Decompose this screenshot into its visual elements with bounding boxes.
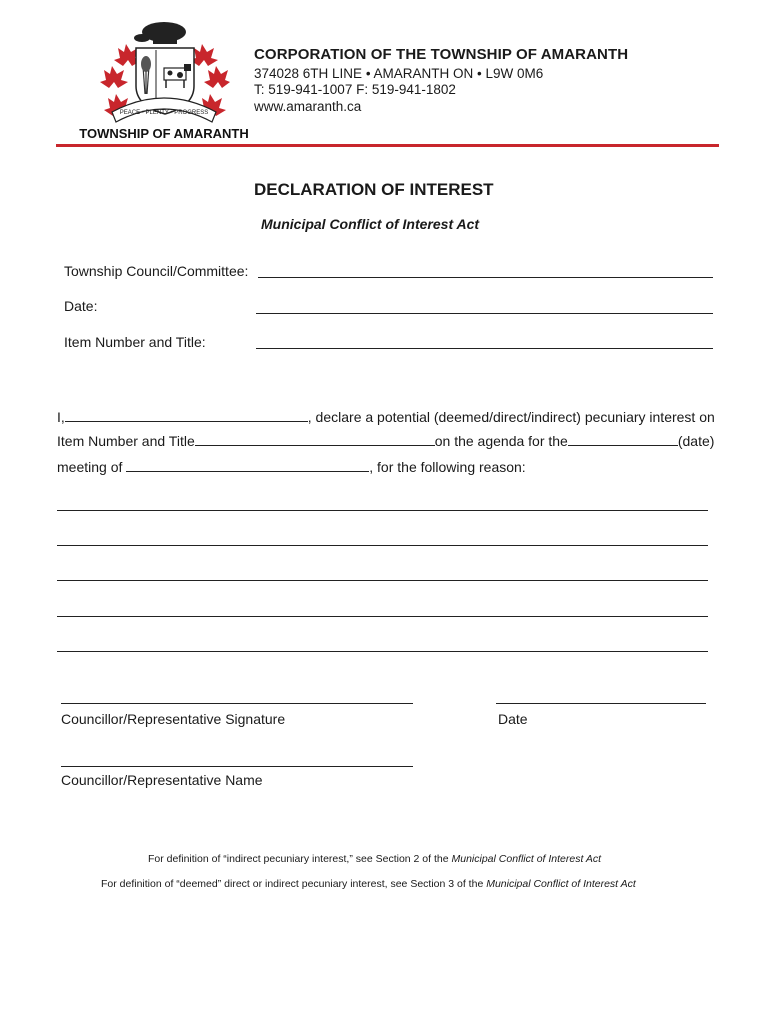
declaration-line-1 xyxy=(57,409,715,425)
organization-phone: T: 519-941-1007 F: 519-941-1802 xyxy=(254,82,456,97)
item-number-title-field[interactable] xyxy=(256,348,713,349)
date-label: Date: xyxy=(64,298,98,314)
form-subtitle: Municipal Conflict of Interest Act xyxy=(261,216,480,232)
footnote-deemed xyxy=(101,878,636,890)
reason-line-4[interactable] xyxy=(57,616,708,617)
council-committee-field[interactable] xyxy=(258,277,713,278)
form-title: DECLARATION OF INTEREST xyxy=(254,180,494,199)
name-line[interactable] xyxy=(61,766,413,767)
declaration-text-item: Item Number and Title xyxy=(57,433,195,449)
reason-line-2[interactable] xyxy=(57,545,708,546)
declaration-line-3 xyxy=(57,459,526,475)
township-crest-logo xyxy=(79,14,249,144)
organization-website[interactable]: www.amaranth.ca xyxy=(254,99,362,114)
date-field[interactable] xyxy=(256,313,713,314)
item-number-title-label: Item Number and Title: xyxy=(64,334,206,350)
header-divider xyxy=(56,144,719,147)
reason-line-1[interactable] xyxy=(57,510,708,511)
declaration-text-meeting: meeting of xyxy=(57,459,123,475)
signature-line[interactable] xyxy=(61,703,413,704)
declaration-text-date: (date) xyxy=(677,433,715,449)
declaration-text-reason: , for the following reason: xyxy=(369,459,526,475)
meeting-of-blank[interactable] xyxy=(126,460,369,472)
organization-address: 374028 6TH LINE • AMARANTH ON • L9W 0M6 xyxy=(254,66,544,81)
signature-label: Councillor/Representative Signature xyxy=(61,711,286,727)
declaration-text-interest: , declare a potential (deemed/direct/indirect) pecuniary interest on xyxy=(307,409,715,425)
footnote-1-text: For definition of “indirect pecuniary interest,” see Section 2 of the xyxy=(148,853,452,865)
footnote-1-act: Municipal Conflict of Interest Act xyxy=(451,853,602,865)
reason-line-3[interactable] xyxy=(57,580,708,581)
declaration-text-i: I, xyxy=(57,409,65,425)
footnote-indirect xyxy=(148,853,601,865)
agenda-date-blank[interactable] xyxy=(568,434,678,446)
declaration-line-2 xyxy=(57,433,714,449)
council-committee-label: Township Council/Committee: xyxy=(64,263,249,279)
signature-date-label: Date xyxy=(498,711,528,727)
name-label: Councillor/Representative Name xyxy=(61,772,263,788)
reason-line-5[interactable] xyxy=(57,651,708,652)
svg-text:PEACE • PLENTY • PROGRESS: PEACE • PLENTY • PROGRESS xyxy=(119,110,209,116)
organization-name: CORPORATION OF THE TOWNSHIP OF AMARANTH xyxy=(254,46,629,63)
signature-date-line[interactable] xyxy=(496,703,706,704)
item-number-title-blank[interactable] xyxy=(195,434,435,446)
declarant-name-blank[interactable] xyxy=(65,410,308,422)
declaration-text-agenda: on the agenda for the xyxy=(434,433,568,449)
svg-text:TOWNSHIP OF AMARANTH: TOWNSHIP OF AMARANTH xyxy=(79,126,249,141)
footnote-2-act: Municipal Conflict of Interest Act xyxy=(486,878,636,890)
footnote-2-text: For definition of “deemed” direct or indirect pecuniary interest, see Section 3 of the xyxy=(101,878,487,890)
